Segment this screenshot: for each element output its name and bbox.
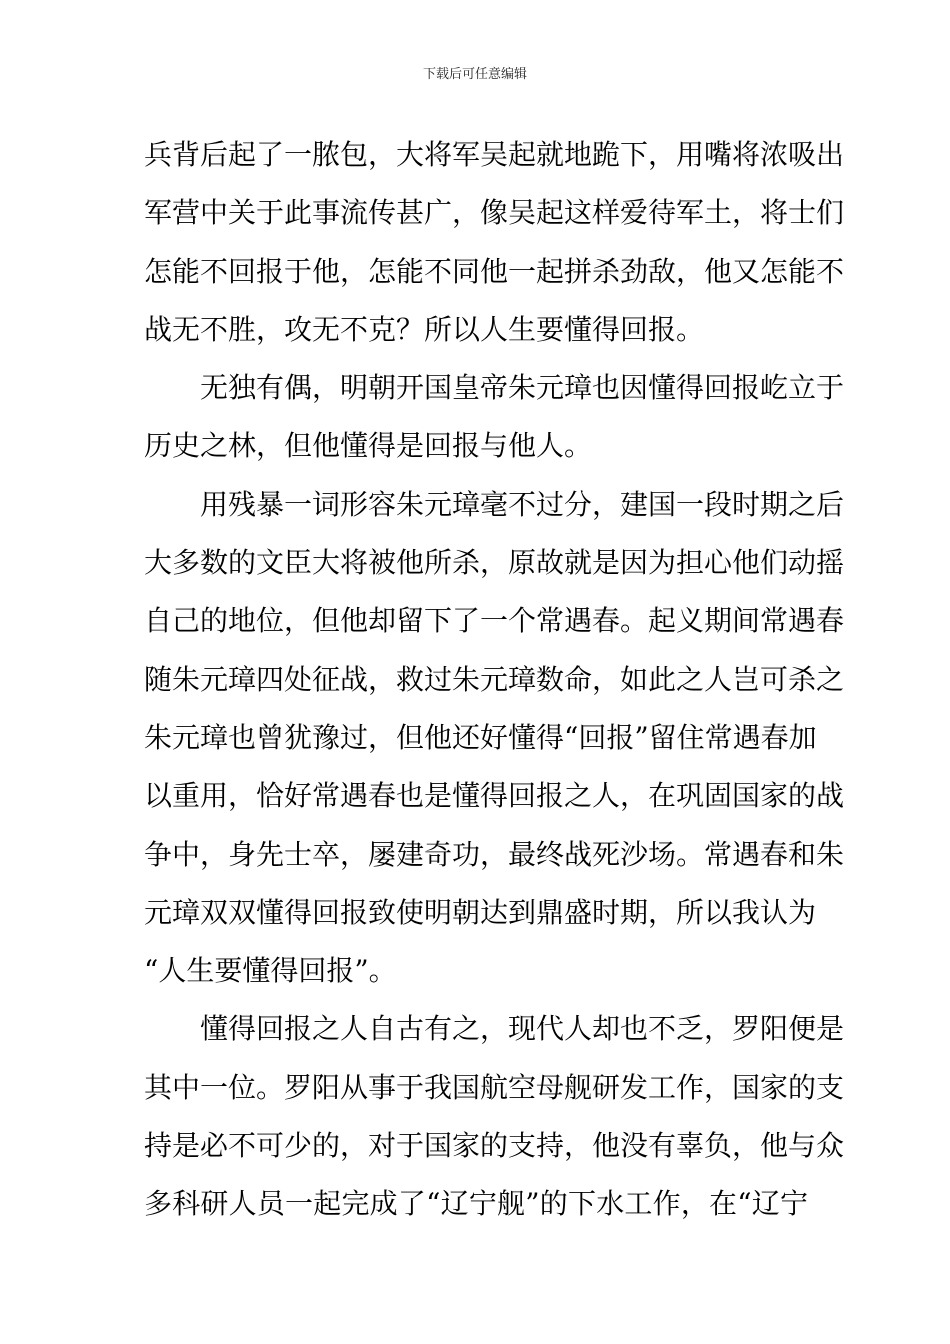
- text-line: “人生要懂得回报”。: [144, 954, 397, 988]
- paragraph-1: [144, 126, 845, 359]
- text-line: 朱元璋也曾犹豫过，但他还好懂得“回报”留住常遇春加: [144, 720, 817, 754]
- text-line: 元璋双双懂得回报致使明朝达到鼎盛时期，所以我认为: [144, 895, 817, 929]
- text-line: 用残暴一词形容朱元璋毫不过分，建国一段时期之后: [200, 487, 845, 521]
- text-line: 军营中关于此事流传甚广，像吴起这样爱待军土，将士们: [144, 196, 845, 230]
- text-line: 懂得回报之人自古有之，现代人却也不乏，罗阳便是: [200, 1012, 845, 1046]
- paragraph-4: [144, 1000, 845, 1233]
- text-line: 随朱元璋四处征战，救过朱元璋数命，如此之人岂可杀之: [144, 662, 845, 696]
- text-line: 多科研人员一起完成了“辽宁舰”的下水工作，在“辽宁: [144, 1187, 808, 1221]
- text-line: 其中一位。罗阳从事于我国航空母舰研发工作，国家的支: [144, 1070, 845, 1104]
- text-line: 争中，身先士卒，屡建奇功，最终战死沙场。常遇春和朱: [144, 837, 845, 871]
- text-line: 以重用，恰好常遇春也是懂得回报之人，在巩固国家的战: [144, 779, 845, 813]
- text-line: 历史之林，但他懂得是回报与他人。: [144, 429, 593, 463]
- text-line: 兵背后起了一脓包，大将军吴起就地跪下，用嘴将浓吸出: [144, 138, 845, 171]
- text-line: 怎能不回报于他，怎能不同他一起拼杀劲敌，他又怎能不: [144, 254, 845, 288]
- page-header: 下载后可任意编辑: [422, 67, 527, 82]
- document-body: [144, 126, 845, 1234]
- paragraph-3: [144, 476, 845, 1001]
- paragraph-2: [144, 359, 845, 476]
- text-line: 战无不胜，攻无不克？所以人生要懂得回报。: [144, 312, 705, 346]
- text-line: 大多数的文臣大将被他所杀，原故就是因为担心他们动摇: [144, 546, 845, 580]
- text-line: 持是必不可少的，对于国家的支持，他没有辜负，他与众: [144, 1129, 845, 1163]
- text-line: 自己的地位，但他却留下了一个常遇春。起义期间常遇春: [144, 604, 845, 638]
- text-line: 无独有偶，明朝开国皇帝朱元璋也因懂得回报屹立于: [200, 371, 845, 405]
